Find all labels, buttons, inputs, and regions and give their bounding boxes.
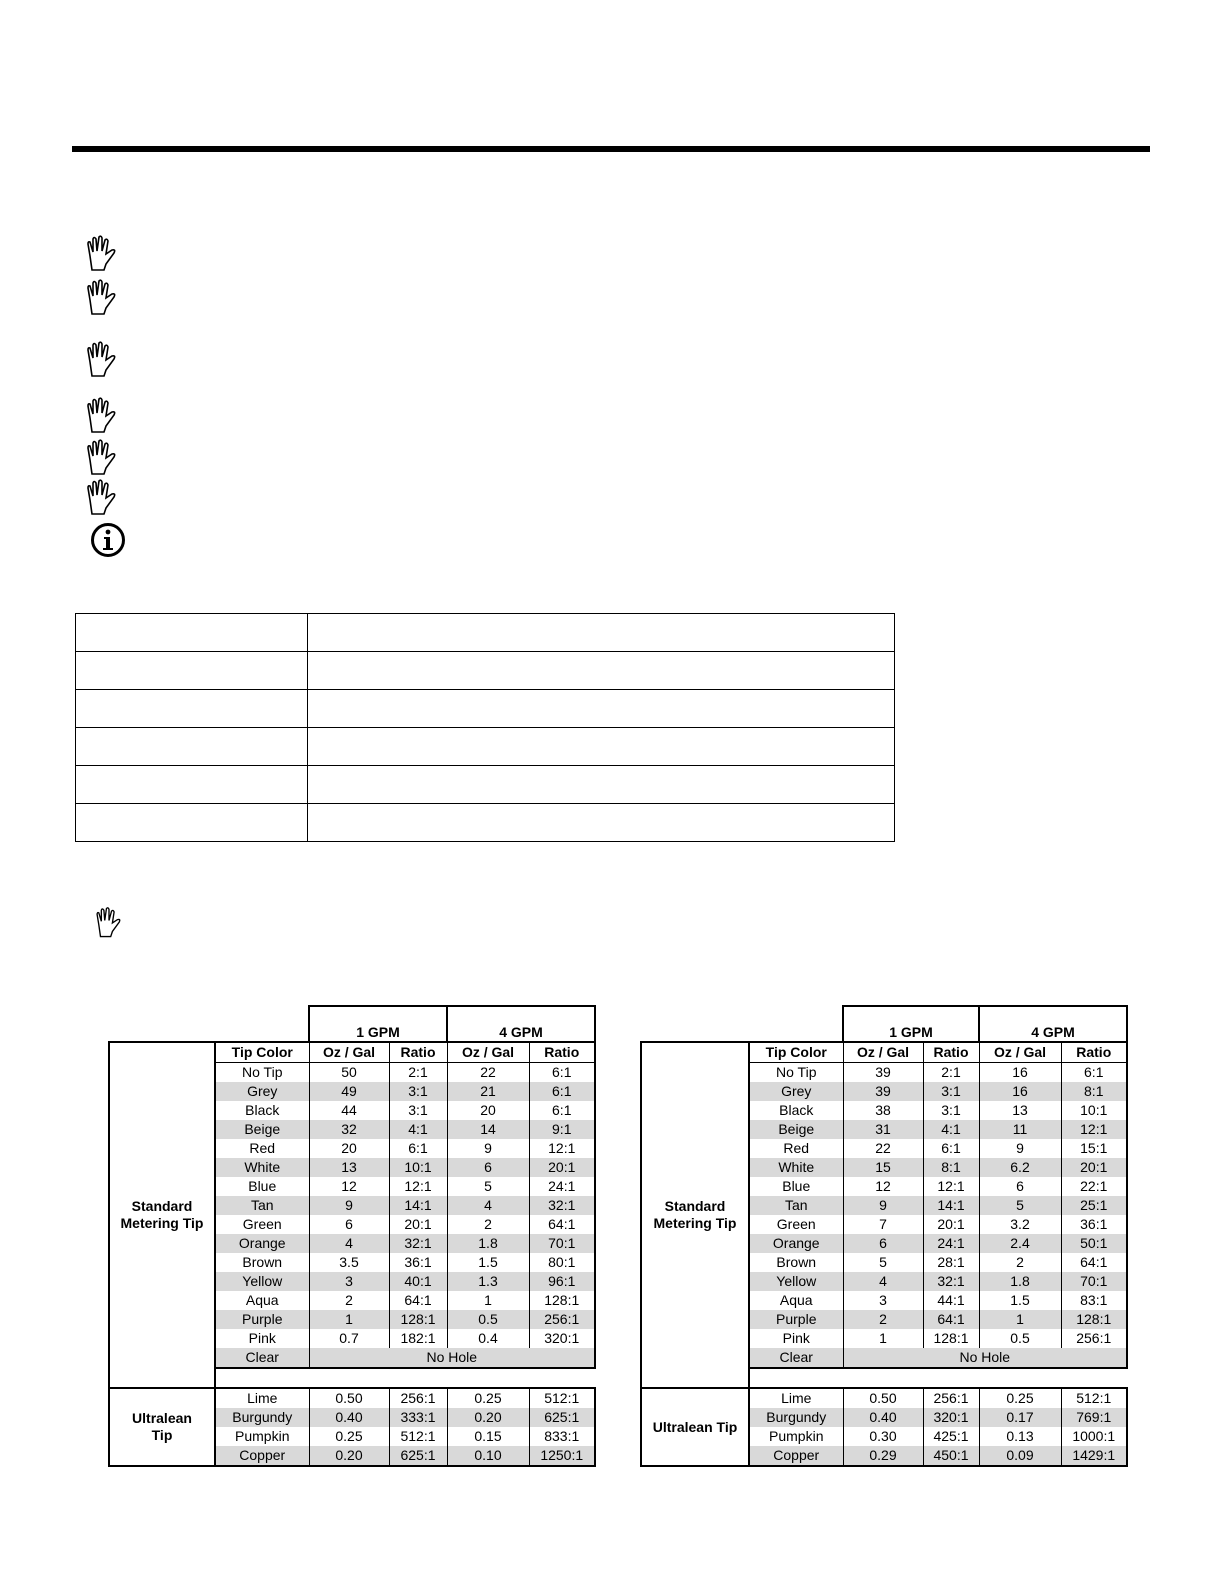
table-cell: 24:1 xyxy=(529,1177,595,1196)
table-cell: Red xyxy=(215,1139,309,1158)
group-header-4gpm: 4 GPM xyxy=(447,1006,595,1042)
table-cell: 0.20 xyxy=(309,1446,389,1466)
table-cell: 512:1 xyxy=(389,1427,447,1446)
table-cell: Beige xyxy=(749,1120,843,1139)
table-cell: 20:1 xyxy=(389,1215,447,1234)
table-cell: Lime xyxy=(749,1388,843,1408)
table-cell: 2 xyxy=(309,1291,389,1310)
table-cell: 3:1 xyxy=(923,1101,979,1120)
table-cell: 5 xyxy=(843,1253,923,1272)
table-row xyxy=(76,652,895,690)
table-cell: 256:1 xyxy=(923,1388,979,1408)
table-cell: 11 xyxy=(979,1120,1061,1139)
table-cell: 769:1 xyxy=(1061,1408,1127,1427)
hand-icon xyxy=(82,278,122,318)
heading-rule xyxy=(72,146,1150,152)
table-row xyxy=(641,1388,1127,1408)
row-label-line: Tip xyxy=(151,1427,173,1443)
table-cell: 9:1 xyxy=(529,1120,595,1139)
table-cell: Red xyxy=(749,1139,843,1158)
tip-table xyxy=(640,1005,1128,1467)
table-cell: 21 xyxy=(447,1082,529,1101)
table-cell: 64:1 xyxy=(923,1310,979,1329)
blank-info-table xyxy=(75,613,895,842)
table-cell: 32:1 xyxy=(529,1196,595,1215)
table-row xyxy=(76,690,895,728)
table-cell: 20:1 xyxy=(1061,1158,1127,1177)
row-label-line: Ultralean Tip xyxy=(652,1418,738,1435)
table-cell: 1.5 xyxy=(447,1253,529,1272)
table-cell: 64:1 xyxy=(529,1215,595,1234)
table-row xyxy=(76,804,895,842)
table-cell: 1.3 xyxy=(447,1272,529,1291)
table-cell: 256:1 xyxy=(529,1310,595,1329)
table-cell: 1 xyxy=(447,1291,529,1310)
table-cell: 1.8 xyxy=(979,1272,1061,1291)
group-header-row xyxy=(641,1006,1127,1042)
table-cell: 128:1 xyxy=(1061,1310,1127,1329)
metering-tip-table-left xyxy=(108,1005,596,1467)
table-cell: 49 xyxy=(309,1082,389,1101)
table-cell: 1 xyxy=(843,1329,923,1348)
table-cell: 24:1 xyxy=(923,1234,979,1253)
table-cell: 39 xyxy=(843,1063,923,1083)
table-cell: 3 xyxy=(309,1272,389,1291)
table-cell: 0.10 xyxy=(447,1446,529,1466)
table-cell: 12 xyxy=(309,1177,389,1196)
table-cell: 96:1 xyxy=(529,1272,595,1291)
table-cell: 6 xyxy=(309,1215,389,1234)
table-cell: 32 xyxy=(309,1120,389,1139)
table-cell: 512:1 xyxy=(529,1388,595,1408)
table-cell: Brown xyxy=(749,1253,843,1272)
row-label-line: Standard xyxy=(664,1198,726,1214)
table-cell: Lime xyxy=(215,1388,309,1408)
hand-icon xyxy=(82,438,122,478)
table-cell: 6:1 xyxy=(529,1101,595,1120)
table-cell: 425:1 xyxy=(923,1427,979,1446)
table-cell: 6:1 xyxy=(389,1139,447,1158)
table-cell: Tan xyxy=(749,1196,843,1215)
table-cell: Green xyxy=(215,1215,309,1234)
row-label-line: Standard xyxy=(131,1198,193,1214)
table-cell: 320:1 xyxy=(529,1329,595,1348)
table-cell: 6.2 xyxy=(979,1158,1061,1177)
table-cell: 3 xyxy=(843,1291,923,1310)
table-cell: Blue xyxy=(215,1177,309,1196)
table-cell: Beige xyxy=(215,1120,309,1139)
table-cell: 0.29 xyxy=(843,1446,923,1466)
table-cell: 2 xyxy=(843,1310,923,1329)
table-cell: 12:1 xyxy=(389,1177,447,1196)
table-cell: 28:1 xyxy=(923,1253,979,1272)
table-cell: Clear xyxy=(215,1348,309,1368)
table-row xyxy=(76,728,895,766)
table-cell: 333:1 xyxy=(389,1408,447,1427)
table-cell: 7 xyxy=(843,1215,923,1234)
table-cell: 0.20 xyxy=(447,1408,529,1427)
table-cell: 2 xyxy=(979,1253,1061,1272)
table-cell: 50 xyxy=(309,1063,389,1083)
group-header-4gpm: 4 GPM xyxy=(979,1006,1127,1042)
table-cell: Yellow xyxy=(215,1272,309,1291)
table-cell: Grey xyxy=(215,1082,309,1101)
info-icon xyxy=(90,522,126,558)
table-cell: White xyxy=(749,1158,843,1177)
table-cell: Pink xyxy=(749,1329,843,1348)
hand-icon xyxy=(82,234,122,274)
table-cell: 833:1 xyxy=(529,1427,595,1446)
table-cell: 1000:1 xyxy=(1061,1427,1127,1446)
standard-tip-label xyxy=(109,1042,215,1388)
table-cell: 0.25 xyxy=(447,1388,529,1408)
table-cell: Yellow xyxy=(749,1272,843,1291)
table-cell: 39 xyxy=(843,1082,923,1101)
table-cell: 44 xyxy=(309,1101,389,1120)
table-cell: 22:1 xyxy=(1061,1177,1127,1196)
row-label-line: Metering Tip xyxy=(653,1215,737,1231)
table-cell: 64:1 xyxy=(1061,1253,1127,1272)
table-cell: 320:1 xyxy=(923,1408,979,1427)
table-cell: 4:1 xyxy=(389,1120,447,1139)
table-cell: 20 xyxy=(309,1139,389,1158)
table-cell: 12:1 xyxy=(1061,1120,1127,1139)
table-cell: 80:1 xyxy=(529,1253,595,1272)
table-cell: 6:1 xyxy=(1061,1063,1127,1083)
table-cell: 0.50 xyxy=(843,1388,923,1408)
table-cell: 1 xyxy=(309,1310,389,1329)
group-header-row xyxy=(109,1006,595,1042)
table-cell: 83:1 xyxy=(1061,1291,1127,1310)
table-cell: 10:1 xyxy=(389,1158,447,1177)
table-cell: 40:1 xyxy=(389,1272,447,1291)
table-cell: 0.30 xyxy=(843,1427,923,1446)
column-header: Tip Color xyxy=(215,1042,309,1063)
table-cell: 70:1 xyxy=(1061,1272,1127,1291)
table-cell: 12:1 xyxy=(529,1139,595,1158)
table-cell: 0.5 xyxy=(979,1329,1061,1348)
table-cell: Orange xyxy=(215,1234,309,1253)
table-cell: Brown xyxy=(215,1253,309,1272)
table-cell: 13 xyxy=(309,1158,389,1177)
ultralean-tip-label xyxy=(641,1388,749,1466)
table-cell: No Hole xyxy=(309,1348,595,1368)
table-cell: 128:1 xyxy=(529,1291,595,1310)
table-cell: 1 xyxy=(979,1310,1061,1329)
column-header: Oz / Gal xyxy=(843,1042,923,1063)
table-cell: 8:1 xyxy=(1061,1082,1127,1101)
table-cell: 0.4 xyxy=(447,1329,529,1348)
table-cell: 6:1 xyxy=(923,1139,979,1158)
table-cell: 20 xyxy=(447,1101,529,1120)
table-cell: 8:1 xyxy=(923,1158,979,1177)
table-cell: 36:1 xyxy=(1061,1215,1127,1234)
table-cell: Green xyxy=(749,1215,843,1234)
table-cell: 0.17 xyxy=(979,1408,1061,1427)
table-cell: Burgundy xyxy=(749,1408,843,1427)
table-cell: 10:1 xyxy=(1061,1101,1127,1120)
table-cell: White xyxy=(215,1158,309,1177)
metering-tip-table-right xyxy=(640,1005,1128,1467)
table-cell: Copper xyxy=(749,1446,843,1466)
table-cell: 1250:1 xyxy=(529,1446,595,1466)
column-header-row xyxy=(641,1042,1127,1063)
table-cell: Clear xyxy=(749,1348,843,1368)
table-cell: Grey xyxy=(749,1082,843,1101)
table-cell: 0.15 xyxy=(447,1427,529,1446)
table-cell: 4:1 xyxy=(923,1120,979,1139)
table-cell: Burgundy xyxy=(215,1408,309,1427)
table-cell: 3.5 xyxy=(309,1253,389,1272)
table-cell: Black xyxy=(749,1101,843,1120)
table-row xyxy=(109,1388,595,1408)
group-header-1gpm: 1 GPM xyxy=(309,1006,447,1042)
table-cell: 3:1 xyxy=(389,1101,447,1120)
table-cell: 31 xyxy=(843,1120,923,1139)
table-cell: 12:1 xyxy=(923,1177,979,1196)
column-header: Ratio xyxy=(923,1042,979,1063)
table-cell: 44:1 xyxy=(923,1291,979,1310)
table-cell: Pumpkin xyxy=(749,1427,843,1446)
table-cell: 0.13 xyxy=(979,1427,1061,1446)
table-cell: No Tip xyxy=(215,1063,309,1083)
table-cell: No Hole xyxy=(843,1348,1127,1368)
table-cell: 16 xyxy=(979,1063,1061,1083)
table-cell: Copper xyxy=(215,1446,309,1466)
table-cell: 32:1 xyxy=(389,1234,447,1253)
table-cell: 13 xyxy=(979,1101,1061,1120)
table-cell: 256:1 xyxy=(1061,1329,1127,1348)
table-cell: 70:1 xyxy=(529,1234,595,1253)
table-cell: 1.8 xyxy=(447,1234,529,1253)
table-cell: 36:1 xyxy=(389,1253,447,1272)
table-cell: 64:1 xyxy=(389,1291,447,1310)
standard-tip-label xyxy=(641,1042,749,1388)
table-cell: 2.4 xyxy=(979,1234,1061,1253)
table-cell: 22 xyxy=(843,1139,923,1158)
table-cell: 625:1 xyxy=(389,1446,447,1466)
table-cell: 14:1 xyxy=(389,1196,447,1215)
table-cell: 20:1 xyxy=(529,1158,595,1177)
table-cell: Orange xyxy=(749,1234,843,1253)
table-cell: 0.5 xyxy=(447,1310,529,1329)
table-cell: 5 xyxy=(447,1177,529,1196)
table-cell: 128:1 xyxy=(389,1310,447,1329)
table-cell: 450:1 xyxy=(923,1446,979,1466)
table-cell: 6:1 xyxy=(529,1082,595,1101)
table-cell: 9 xyxy=(447,1139,529,1158)
hand-icon xyxy=(82,396,122,436)
table-cell: 128:1 xyxy=(923,1329,979,1348)
group-header-1gpm: 1 GPM xyxy=(843,1006,979,1042)
table-cell: Pink xyxy=(215,1329,309,1348)
table-cell: 256:1 xyxy=(389,1388,447,1408)
table-cell: 0.7 xyxy=(309,1329,389,1348)
table-cell: Black xyxy=(215,1101,309,1120)
column-header: Ratio xyxy=(389,1042,447,1063)
table-cell: 15:1 xyxy=(1061,1139,1127,1158)
table-cell: 4 xyxy=(843,1272,923,1291)
table-cell: Pumpkin xyxy=(215,1427,309,1446)
table-cell: 2:1 xyxy=(389,1063,447,1083)
column-header: Ratio xyxy=(529,1042,595,1063)
table-cell: 3:1 xyxy=(923,1082,979,1101)
table-cell: 6 xyxy=(447,1158,529,1177)
column-header: Ratio xyxy=(1061,1042,1127,1063)
table-cell: 2 xyxy=(447,1215,529,1234)
table-cell: 0.50 xyxy=(309,1388,389,1408)
table-cell: 0.40 xyxy=(843,1408,923,1427)
table-cell: 12 xyxy=(843,1177,923,1196)
table-cell: No Tip xyxy=(749,1063,843,1083)
table-cell: 182:1 xyxy=(389,1329,447,1348)
table-cell: 6 xyxy=(979,1177,1061,1196)
table-cell: 2:1 xyxy=(923,1063,979,1083)
table-cell: 32:1 xyxy=(923,1272,979,1291)
table-cell: 9 xyxy=(979,1139,1061,1158)
table-cell: 3:1 xyxy=(389,1082,447,1101)
row-label-line: Metering Tip xyxy=(120,1215,204,1231)
ultralean-tip-label xyxy=(109,1388,215,1466)
table-cell: 1.5 xyxy=(979,1291,1061,1310)
table-cell: Purple xyxy=(215,1310,309,1329)
table-cell: 14 xyxy=(447,1120,529,1139)
tip-table xyxy=(108,1005,596,1467)
table-cell: 0.40 xyxy=(309,1408,389,1427)
table-cell: Aqua xyxy=(749,1291,843,1310)
table-cell: 15 xyxy=(843,1158,923,1177)
table-cell: 9 xyxy=(843,1196,923,1215)
column-header: Oz / Gal xyxy=(447,1042,529,1063)
column-header: Oz / Gal xyxy=(309,1042,389,1063)
table-cell: 0.09 xyxy=(979,1446,1061,1466)
table-cell: 14:1 xyxy=(923,1196,979,1215)
table-cell: 0.25 xyxy=(979,1388,1061,1408)
table-cell: 0.25 xyxy=(309,1427,389,1446)
table-cell: 3.2 xyxy=(979,1215,1061,1234)
table-cell: 625:1 xyxy=(529,1408,595,1427)
table-cell: 22 xyxy=(447,1063,529,1083)
table-cell: Tan xyxy=(215,1196,309,1215)
hand-icon xyxy=(82,340,122,380)
table-row xyxy=(76,614,895,652)
table-cell: 25:1 xyxy=(1061,1196,1127,1215)
row-label-line: Ultralean xyxy=(132,1410,192,1426)
column-header: Tip Color xyxy=(749,1042,843,1063)
table-cell: 9 xyxy=(309,1196,389,1215)
table-cell: 4 xyxy=(309,1234,389,1253)
table-cell: Blue xyxy=(749,1177,843,1196)
table-cell: 4 xyxy=(447,1196,529,1215)
table-cell: 1429:1 xyxy=(1061,1446,1127,1466)
column-header-row xyxy=(109,1042,595,1063)
table-cell: 38 xyxy=(843,1101,923,1120)
table-cell: 5 xyxy=(979,1196,1061,1215)
table-cell: 20:1 xyxy=(923,1215,979,1234)
table-cell: 6:1 xyxy=(529,1063,595,1083)
hand-icon xyxy=(82,478,122,518)
table-cell: 16 xyxy=(979,1082,1061,1101)
table-cell: Purple xyxy=(749,1310,843,1329)
table-row xyxy=(76,766,895,804)
table-cell: 6 xyxy=(843,1234,923,1253)
table-cell: 50:1 xyxy=(1061,1234,1127,1253)
column-header: Oz / Gal xyxy=(979,1042,1061,1063)
hand-icon xyxy=(92,906,126,940)
table-cell: 512:1 xyxy=(1061,1388,1127,1408)
table-cell: Aqua xyxy=(215,1291,309,1310)
